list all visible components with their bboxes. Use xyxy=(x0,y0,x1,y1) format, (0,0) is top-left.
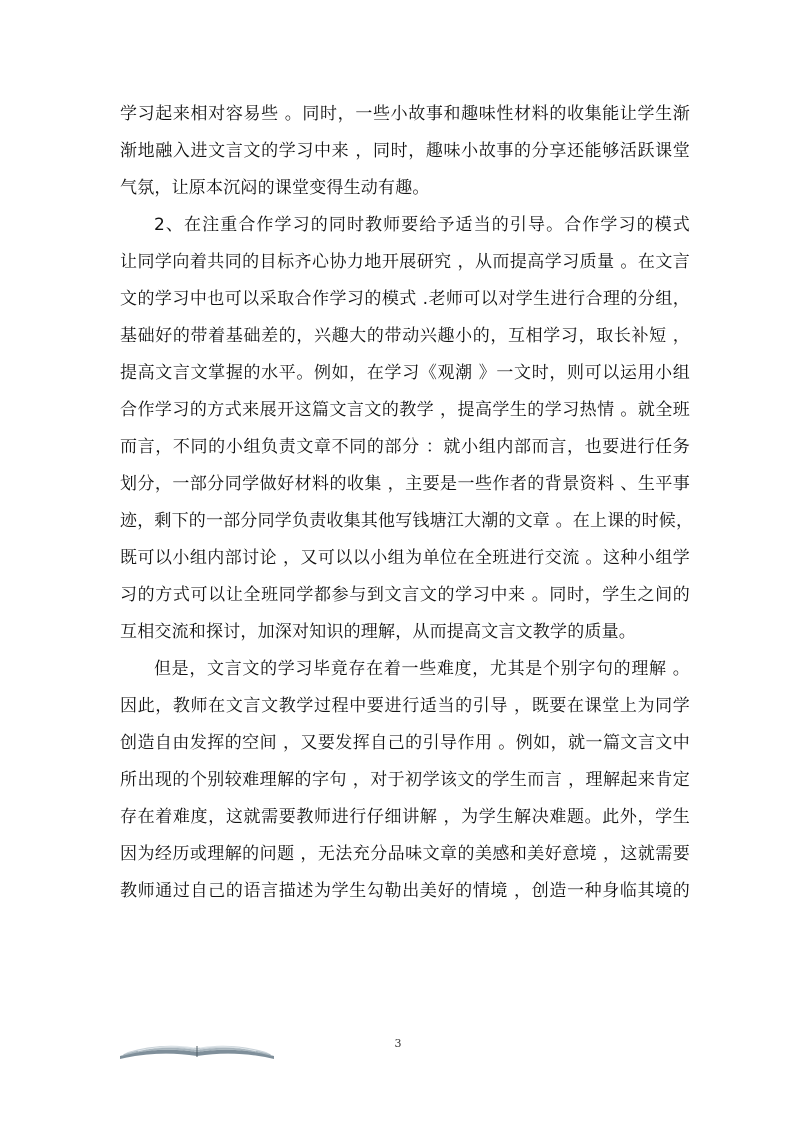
text-line: 气氛，让原本沉闷的课堂变得生动有趣。 xyxy=(120,178,430,198)
text-line: 存在着难度，这就需要教师进行仔细讲解 ，为学生解决难题。此外，学生 xyxy=(120,807,690,827)
text-line: 因为经历或理解的问题 ，无法充分品味文章的美感和美好意境 ，这就需要 xyxy=(120,844,690,864)
text-line: 互相交流和探讨，加深对知识的理解，从而提高文言文教学的质量。 xyxy=(120,622,636,642)
open-book-icon xyxy=(118,1038,276,1060)
text-line: 提高文言文掌握的水平。例如，在学习《观潮 》一文时，则可以运用小组 xyxy=(120,363,690,383)
text-line: 合作学习的方式来展开这篇文言文的教学 ，提高学生的学习热情 。就全班 xyxy=(120,400,690,420)
text-line: 迹，剩下的一部分同学负责收集其他写钱塘江大潮的文章 。在上课的时候， xyxy=(120,511,694,531)
text-line: 2、在注重合作学习的同时教师要给予适当的引导。合作学习的模式 xyxy=(154,215,690,235)
paragraph-3 xyxy=(120,651,690,910)
text-line: 习的方式可以让全班同学都参与到文言文的学习中来 。同时，学生之间的 xyxy=(120,585,690,605)
page-number: 3 xyxy=(394,1037,402,1050)
text-line: 而言，不同的小组负责文章不同的部分 ：就小组内部而言，也要进行任务 xyxy=(120,437,690,457)
paragraph-2 xyxy=(120,207,694,651)
text-line: 基础好的带着基础差的，兴趣大的带动兴趣小的，互相学习，取长补短 ， xyxy=(120,326,690,346)
text-line: 所出现的个别较难理解的字句 ，对于初学该文的学生而言 ，理解起来肯定 xyxy=(120,770,690,790)
text-line: 学习起来相对容易些 。同时，一些小故事和趣味性材料的收集能让学生渐 xyxy=(120,104,690,124)
text-line: 创造自由发挥的空间 ，又要发挥自己的引导作用 。例如，就一篇文言文中 xyxy=(120,733,690,753)
text-line: 让同学向着共同的目标齐心协力地开展研究 ，从而提高学习质量 。在文言 xyxy=(120,252,690,272)
text-line: 文的学习中也可以采取合作学习的模式 .老师可以对学生进行合理的分组， xyxy=(120,289,690,309)
text-line: 因此，教师在文言文教学过程中要进行适当的引导 ，既要在课堂上为同学 xyxy=(120,696,690,716)
text-line: 教师通过自己的语言描述为学生勾勒出美好的情境 ，创造一种身临其境的 xyxy=(120,881,690,901)
text-line: 渐地融入进文言文的学习中来 ，同时，趣味小故事的分享还能够活跃课堂 xyxy=(120,141,690,161)
text-line: 划分，一部分同学做好材料的收集 ，主要是一些作者的背景资料 、生平事 xyxy=(120,474,690,494)
text-line: 既可以小组内部讨论 ，又可以以小组为单位在全班进行交流 。这种小组学 xyxy=(120,548,690,568)
paragraph-1 xyxy=(120,96,690,207)
text-line: 但是，文言文的学习毕竟存在着一些难度，尤其是个别字句的理解 。 xyxy=(154,659,690,679)
document-body xyxy=(120,96,694,910)
